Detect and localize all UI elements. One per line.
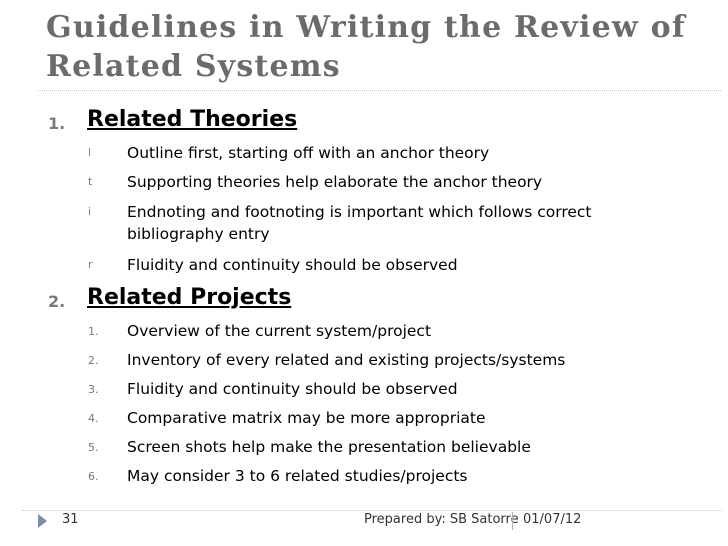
footer-divider [22, 510, 722, 511]
footer-author: Prepared by: SB Satorre [364, 512, 519, 527]
page-number: 31 [62, 512, 79, 527]
list-item: Endnoting and footnoting is important which follows correct bibliography entry [127, 203, 592, 243]
section-number: 1. [48, 114, 66, 133]
list-item: Outline first, starting off with an anchor theory [127, 144, 490, 162]
list-item: Fluidity and continuity should be observed [127, 380, 458, 398]
list-marker: 4. [88, 412, 99, 425]
list-item: Comparative matrix may be more appropriate [127, 409, 486, 427]
arrow-right-icon [38, 514, 47, 528]
bullet-marker: r [88, 258, 93, 271]
list-marker: 3. [88, 383, 99, 396]
list-item: Supporting theories help elaborate the anchor theory [127, 173, 543, 191]
list-marker: 5. [88, 441, 99, 454]
list-item: Screen shots help make the presentation believable [127, 438, 531, 456]
footer-separator [512, 512, 513, 530]
section-number: 2. [48, 292, 66, 311]
list-marker: 1. [88, 325, 99, 338]
list-item: Fluidity and continuity should be observed [127, 256, 458, 274]
list-marker: 2. [88, 354, 99, 367]
list-marker: 6. [88, 470, 99, 483]
title-divider [38, 90, 721, 91]
section-heading-related-projects: Related Projects [87, 285, 292, 310]
bullet-marker: t [88, 175, 93, 188]
slide-title: Guidelines in Writing the Review of Related Systems [46, 10, 686, 84]
section-heading-related-theories: Related Theories [87, 107, 298, 132]
footer-date: 01/07/12 [523, 512, 582, 527]
list-item: May consider 3 to 6 related studies/projects [127, 467, 468, 485]
bullet-marker: i [88, 205, 92, 218]
list-item: Inventory of every related and existing projects/systems [127, 351, 566, 369]
bullet-marker: l [88, 146, 92, 159]
list-item: Overview of the current system/project [127, 322, 432, 340]
